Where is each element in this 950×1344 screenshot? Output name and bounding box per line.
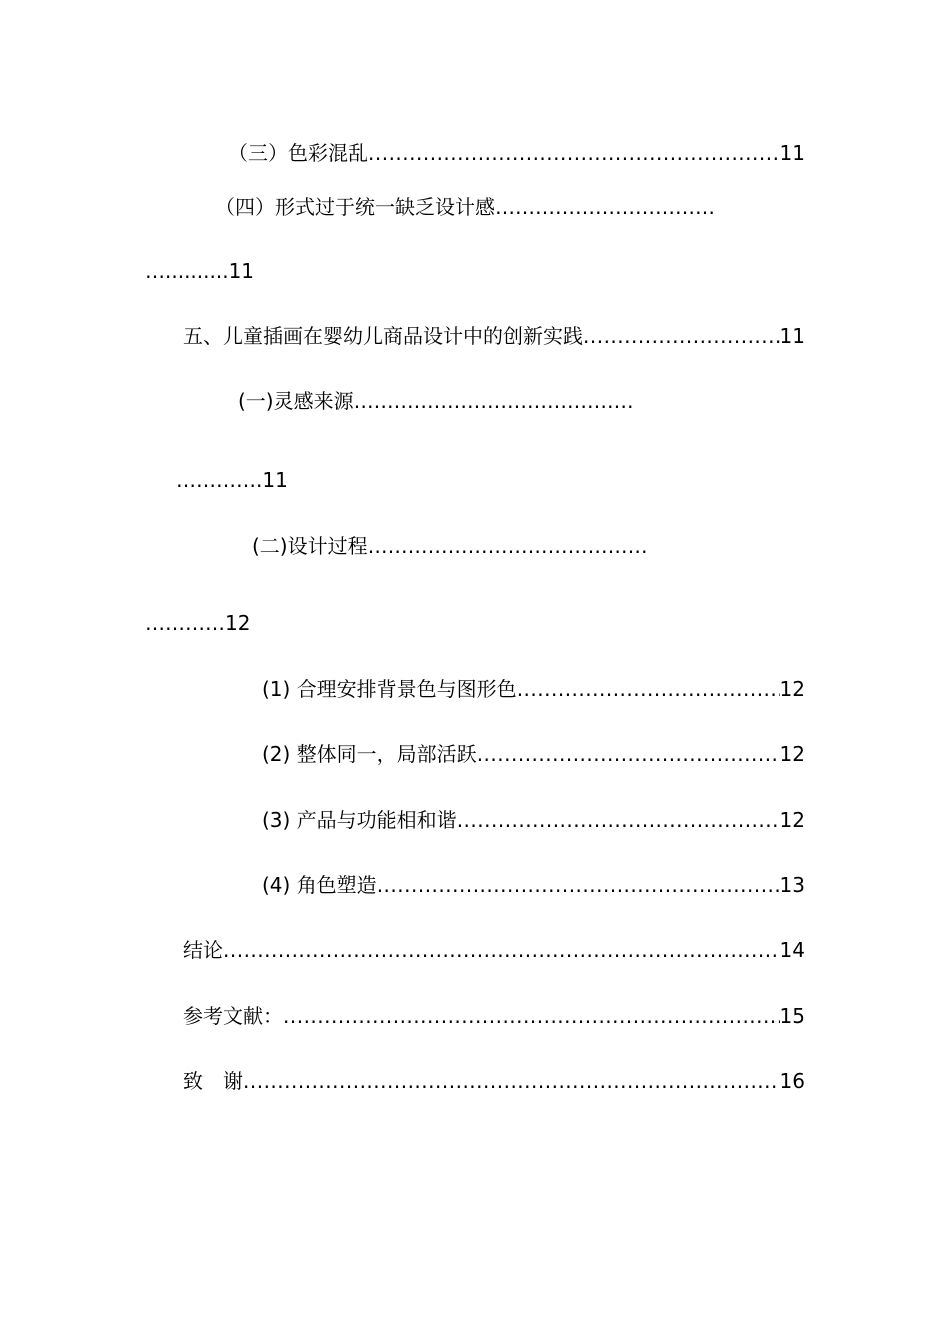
toc-entry-label: (2) 整体同一，局部活跃	[262, 742, 477, 766]
toc-page-number: 15	[779, 1004, 805, 1028]
toc-entry-label: (4) 角色塑造	[262, 873, 377, 897]
toc-page-number: 12	[779, 742, 805, 766]
toc-entry-label: 五、儿童插画在婴幼儿商品设计中的创新实践	[183, 324, 583, 348]
toc-leader-dots	[223, 938, 780, 962]
toc-entry-continuation	[145, 259, 345, 283]
toc-leader-dots: ……………………………………	[353, 389, 634, 413]
toc-leader-dots	[457, 808, 780, 832]
toc-leader-dots	[283, 1004, 780, 1028]
toc-leader-dots	[477, 742, 780, 766]
toc-entry-character[interactable]	[262, 873, 805, 897]
toc-entry-label: (1) 合理安排背景色与图形色	[262, 677, 517, 701]
toc-leader-dots	[368, 141, 780, 165]
toc-entry-label: （三）色彩混乱	[228, 141, 368, 165]
toc-leader-dots	[517, 677, 780, 701]
toc-entry-unity-variety[interactable]	[262, 742, 805, 766]
toc-entry-acknowledgements[interactable]	[183, 1069, 805, 1093]
toc-page-number: …………12	[145, 611, 251, 635]
toc-entry-label: (二)设计过程	[252, 534, 368, 558]
toc-leader-dots	[377, 873, 780, 897]
toc-page-number: 12	[779, 808, 805, 832]
toc-entry-label: 结论	[183, 938, 223, 962]
toc-leader-dots	[243, 1069, 780, 1093]
toc-entry-design-process[interactable]	[252, 534, 815, 558]
toc-page-number: 13	[779, 873, 805, 897]
toc-entry-inspiration[interactable]	[238, 389, 815, 413]
toc-entry-background-color[interactable]	[262, 677, 805, 701]
toc-page-number: …..........11	[145, 259, 255, 283]
toc-page-number: 16	[779, 1069, 805, 1093]
toc-page-number: 11	[779, 324, 805, 348]
toc-entry-continuation	[176, 468, 376, 492]
toc-entry-conclusion[interactable]	[183, 938, 805, 962]
toc-leader-dots	[583, 324, 780, 348]
toc-page-number: 12	[779, 677, 805, 701]
toc-entry-chapter-5[interactable]	[183, 324, 805, 348]
toc-page-number: ………….11	[176, 468, 288, 492]
toc-entry-continuation	[145, 611, 345, 635]
toc-entry-product-function[interactable]	[262, 808, 805, 832]
toc-page-number: 14	[779, 938, 805, 962]
toc-entry-label: （四）形式过于统一缺乏设计感	[215, 195, 495, 219]
toc-entry-form-too-uniform[interactable]	[215, 195, 815, 219]
toc-entry-label: 致 谢	[183, 1069, 243, 1093]
toc-leader-dots: ……………………………	[495, 195, 715, 219]
toc-entry-label: 参考文献：	[183, 1004, 283, 1028]
toc-entry-label: (3) 产品与功能相和谐	[262, 808, 457, 832]
toc-entry-references[interactable]	[183, 1004, 805, 1028]
toc-entry-label: (一)灵感来源	[238, 389, 354, 413]
toc-entry-color-chaos[interactable]	[228, 141, 805, 165]
toc-leader-dots: ……………………………………	[367, 534, 648, 558]
toc-page-number: 11	[779, 141, 805, 165]
